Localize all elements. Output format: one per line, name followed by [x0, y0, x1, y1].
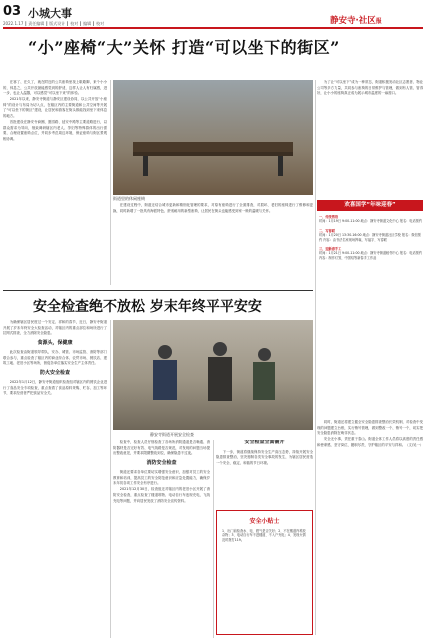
article2-paragraph: 街道还要求各单位要切实增强安全意识，加强对员工的安全教育和培训，提高员工的安全防范意识和应急处置能力，确保岁末年初各项工作安全有序进行。: [113, 470, 210, 486]
inspection-photo: [113, 320, 313, 430]
ad-item-text: 时间：1月19日 9:00-11:00 地点：静安寺街道文化中心 报名：电话预约: [319, 219, 423, 224]
article1-column-2: [113, 203, 313, 285]
article2-paragraph: 同时，街道还将建立健全安全隐患排查整治长效机制，对检查中发现的问题建立台账，实行销号管理，做到整改一个、销号一个，切实把安全隐患消除在萌芽状态。: [317, 420, 423, 436]
right-column-lower: [317, 420, 423, 638]
subhead: 食源头，保健康: [37, 339, 73, 346]
masthead-bar: [3, 27, 423, 29]
brand-tail: 报: [375, 18, 382, 25]
article2-column-2: [113, 440, 210, 638]
subhead: 安全检查全面铺开: [244, 440, 285, 445]
article2-paragraph: 安全无小事，责任重于泰山。街道全体工作人员将以高度的责任感和使命感，坚守岗位、履职尽责，守护辖区的平安与祥和。（文/吴一）: [317, 437, 423, 447]
column-rule: [315, 80, 316, 635]
subhead: 防火安全检查: [39, 369, 70, 376]
bench-photo: [113, 80, 313, 195]
ad-title: 欢喜国学“年味迎春”: [344, 202, 396, 208]
ad-item-text: 时间：1月21日 9:00-11:00 地点：静安寺街道睦邻中心 报名：电话预约 内容：制作灯笼、中国结等新春手工作品: [319, 251, 423, 260]
article2-headline: 安全检查绝不放松 岁末年终平平安安: [33, 299, 262, 315]
photo-caption-1: 街道里的休闲座椅: [113, 196, 145, 201]
section-title: 小城大事: [28, 7, 72, 20]
article2-paragraph: 2022年1月12日，静安寺街道组织检查组对辖区内的餐饮企业进行了食品安全专项检查，重点查看了食品原料采购、贮存、加工等环节，要求经营者严把食品安全关。: [3, 380, 107, 396]
ad-item-heading: 二、写春联: [319, 228, 335, 233]
article1-column-1: [3, 80, 107, 285]
article2-paragraph: 下一步，街道将继续保持安全生产高压态势，持续开展安全隐患排查整治，坚决遏制各类安全事故的发生，为辖区居民营造一个安全、稳定、和谐的节日环境。: [216, 449, 313, 465]
ad-item: [319, 247, 423, 260]
date-line: 2022.1.17 ┃ 责任编辑 ┃ 版式设计 ┃ 校对 ┃ 编辑 ┃ 校对: [3, 21, 105, 26]
article2-paragraph: 此次检查由街道领导带队，安办、城管、市场监管、消防等部门联合参与，重点检查了辖区内的商业综合体、农贸市场、餐饮店、建筑工地、老旧小区等场所，督促各单位落实安全生产主体责任。: [3, 350, 107, 366]
article2-column-3: [216, 440, 313, 505]
ad-item-heading: 三、迎新春手工: [319, 247, 342, 252]
ad-item: [319, 229, 423, 242]
brand-text: 静安寺·社区: [330, 16, 376, 26]
tip-box: [216, 510, 313, 635]
column-rule: [110, 320, 111, 638]
ad-title-bar: [317, 200, 423, 211]
tip-title: 安全小贴士: [249, 518, 280, 525]
ad-item: [319, 215, 423, 224]
ad-item-text: 时间：1月20日 13:30-16:00 地点：静安寺街道社区学校 报名：微信预约 内容：由书法名家现场挥毫，写福字、写春联: [319, 233, 421, 242]
tip-text: 1、出门前检查水、电、燃气是否关好；2、不在楼道内堆放杂物；3、电动自行车不进楼道、不入户充电；4、发现火情及时拨打119。: [222, 529, 306, 542]
article2-paragraph: 检查中，检查人员仔细检查了各场所消防通道是否畅通、消防器材是否完好有效、电气线路是否规范，对发现的问题当场提出整改意见，并要求限期整改到位，确保隐患不过夜。: [113, 440, 210, 456]
page-number: 03: [3, 4, 22, 19]
article2-paragraph: 2021年12月30日，检查组还对辖区内的老旧小区开展了消防安全检查，重点检查了楼道堆物、电动自行车违规充电、飞线充电等问题，并向居民发放了消防安全宣传资料。: [113, 487, 210, 503]
story-divider: [3, 290, 313, 291]
ad-item-heading: 一、传统剪纸: [319, 215, 339, 219]
article1-paragraph: 为了让“可以坐下”成为一种常态，街道积极发动社区志愿者、物业公司等多方力量，共同参与座椅的日常维护与管理，做到有人管、管得好，让小小的座椅真正成为展示城市温度的一扇窗口。: [317, 80, 423, 96]
ad-list: [319, 215, 423, 415]
subhead: 消防安全检查: [146, 459, 177, 466]
article1-column-3: [317, 80, 423, 195]
brand-name: [330, 14, 382, 26]
article1-headline: “小”座椅“大”关怀 打造“可以坐下的街区”: [28, 38, 340, 57]
article1-paragraph: 在寒了、在久了，就在附近的公共座椅里找上歇歇脚，来个小小的，休息之，公共开放最能感觉到的舒适，这样人让人有归属感，进一步，也让人温馨，可以感觉“可以坐下来”的体验。: [3, 80, 107, 96]
article2-column-1: [3, 320, 107, 638]
photo-caption-2: 静安寺街道开展安全检查: [150, 432, 194, 437]
article1-paragraph: 在建设过程中，街道还结合城市更新和精细化管理的要求，对原有座椅进行了全面排查，对损坏、老旧的座椅进行了维修和更换，同时新增了一批具有海派特色、舒适耐用的新型座椅，让居民在街头也能感受到家一般的温暖与关怀。: [113, 203, 313, 213]
article1-paragraph: 2021年以来，静安寺街道与静安区建设协同，以公共开放“小座椅”的设计与布局为切入点，在辖区内的主要街道和公共空间等开展了“可以坐下的街区”建设，让居民和游客在街头都能找到坐下来休息的地方。: [3, 97, 107, 118]
article2-paragraph: 为确保辖区居民度过一个安定、祥和的春节，近日，静安寺街道开展了岁末年终安全大检查活动，对辖区内的重点部位和场所进行了拉网式排查，全力消除安全隐患。: [3, 320, 107, 336]
column-rule: [213, 440, 214, 638]
article1-paragraph: 首批建设在静安寺商圈、愚园路、延安中路等主要道路进行，以群众需求为导向，细致调研辖区内老人、孕妇等特殊群体的出行需要，合理设置座椅点位，并同步考虑周边环境，保证座椅与街区景观相协调。: [3, 120, 107, 141]
column-rule: [110, 80, 111, 285]
